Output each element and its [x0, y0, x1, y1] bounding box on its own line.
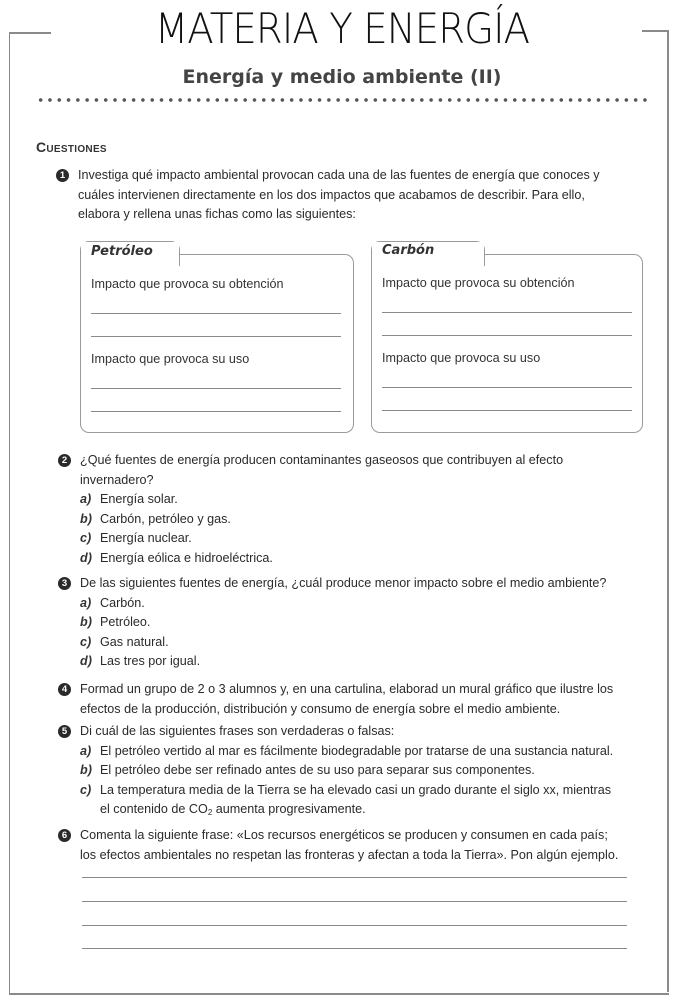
- card-title: Carbón: [382, 243, 435, 258]
- option-text-part: aumenta progresivamente.: [212, 802, 366, 816]
- card-label-obtention: Impacto que provoca su obtención: [91, 277, 284, 291]
- page-title: MATERIA Y ENERGÍA: [154, 4, 530, 53]
- answer-line[interactable]: [82, 877, 627, 878]
- option-d: [80, 652, 640, 672]
- option-b: [80, 761, 640, 781]
- option-letter: c): [80, 782, 92, 797]
- answer-line[interactable]: [382, 335, 632, 336]
- number-badge-icon: 6: [58, 829, 71, 842]
- section-heading: Cuestiones: [36, 139, 107, 155]
- option-text: El petróleo vertido al mar es fácilmente biodegradable por tratarse de una sustancia natural.: [100, 743, 614, 758]
- card-label-use: Impacto que provoca su uso: [91, 352, 250, 366]
- answer-line[interactable]: [82, 948, 627, 949]
- number-badge-icon: 1: [56, 169, 69, 182]
- option-letter: b): [80, 763, 92, 777]
- number-badge-icon: 5: [58, 725, 71, 738]
- option-letter: a): [80, 595, 92, 610]
- option-letter: d): [80, 550, 92, 565]
- number-badge-icon: 2: [58, 454, 71, 467]
- question-2: [61, 451, 590, 568]
- option-text: Las tres por igual.: [100, 654, 201, 668]
- answer-line[interactable]: [382, 387, 632, 388]
- option-d: [80, 549, 590, 569]
- question-5: [61, 722, 640, 823]
- page-subtitle: Energía y medio ambiente (II): [182, 66, 502, 88]
- question-3: [61, 574, 640, 672]
- question-4: [61, 680, 625, 719]
- option-c: [80, 529, 590, 549]
- card-petroleo: [80, 244, 354, 433]
- option-text: Energía eólica e hidroeléctrica.: [100, 550, 273, 565]
- option-text: Energía nuclear.: [100, 531, 192, 545]
- answer-line[interactable]: [382, 312, 632, 313]
- answer-line[interactable]: [82, 901, 627, 902]
- option-b: [80, 613, 640, 633]
- option-text-part: La temperatura media de la Tierra se ha elevado casi un grado durante el siglo xx, mientras el contenido de CO: [100, 782, 612, 816]
- question-text: Formad un grupo de 2 o 3 alumnos y, en una cartulina, elaborad un mural gráfico que ilustre los efectos de la producción, distribución y consumo de energía sobre el medio ambiente.: [80, 682, 614, 716]
- card-carbon: [371, 243, 643, 433]
- question-text: Investiga qué impacto ambiental provocan cada una de las fuentes de energía que conoces y cuáles intervienen directamente en los dos impactos que acabamos de describir. Para ello, elabora y rellena unas fichas como las siguientes:: [78, 168, 600, 221]
- question-6: [61, 826, 625, 865]
- answer-line[interactable]: [82, 925, 627, 926]
- option-letter: a): [80, 492, 92, 506]
- question-text: ¿Qué fuentes de energía producen contaminantes gaseosos que contribuyen al efecto invernadero?: [80, 453, 564, 487]
- card-title: Petróleo: [91, 244, 153, 259]
- option-c: [80, 781, 620, 823]
- option-letter: b): [80, 615, 92, 629]
- option-a: [80, 594, 640, 614]
- answer-line[interactable]: [91, 313, 341, 314]
- option-text: Carbón, petróleo y gas.: [100, 511, 231, 526]
- answer-line[interactable]: [91, 411, 341, 412]
- frame-bottom-border: [9, 993, 669, 995]
- option-letter: a): [80, 743, 92, 758]
- option-text: Energía solar.: [100, 492, 178, 506]
- answer-line[interactable]: [382, 410, 632, 411]
- option-letter: b): [80, 511, 92, 526]
- number-badge-icon: 4: [58, 683, 71, 696]
- number-badge-icon: 3: [58, 577, 71, 590]
- option-text: [100, 783, 611, 817]
- question-text: Comenta la siguiente frase: «Los recursos energéticos se producen y consumen en cada país; los efectos ambientales no respetan las fronteras y afectan a toda la Tierra». Pon algún ejemplo.: [80, 828, 619, 862]
- answer-line[interactable]: [91, 388, 341, 389]
- option-letter: c): [80, 531, 92, 545]
- option-text: Petróleo.: [100, 615, 151, 629]
- subscript: 2: [207, 808, 213, 817]
- option-letter: c): [80, 634, 92, 649]
- question-1: [59, 166, 623, 225]
- option-text: El petróleo debe ser refinado antes de su uso para separar sus componentes.: [100, 763, 535, 777]
- card-label-use: Impacto que provoca su uso: [382, 351, 541, 365]
- option-text: Carbón.: [100, 595, 145, 610]
- frame-right-border: [667, 30, 669, 992]
- option-c: [80, 633, 640, 653]
- option-a: [80, 490, 590, 510]
- option-text: Gas natural.: [100, 634, 169, 649]
- question-text: De las siguientes fuentes de energía, ¿cuál produce menor impacto sobre el medio ambiente?: [80, 576, 607, 590]
- answer-line[interactable]: [91, 336, 341, 337]
- option-b: [80, 510, 590, 530]
- question-text: Di cuál de las siguientes frases son verdaderas o falsas:: [80, 724, 395, 738]
- card-label-obtention: Impacto que provoca su obtención: [382, 276, 575, 290]
- frame-left-border: [9, 32, 10, 995]
- dotted-divider: [36, 96, 650, 104]
- option-a: [80, 742, 640, 762]
- option-letter: d): [80, 654, 92, 668]
